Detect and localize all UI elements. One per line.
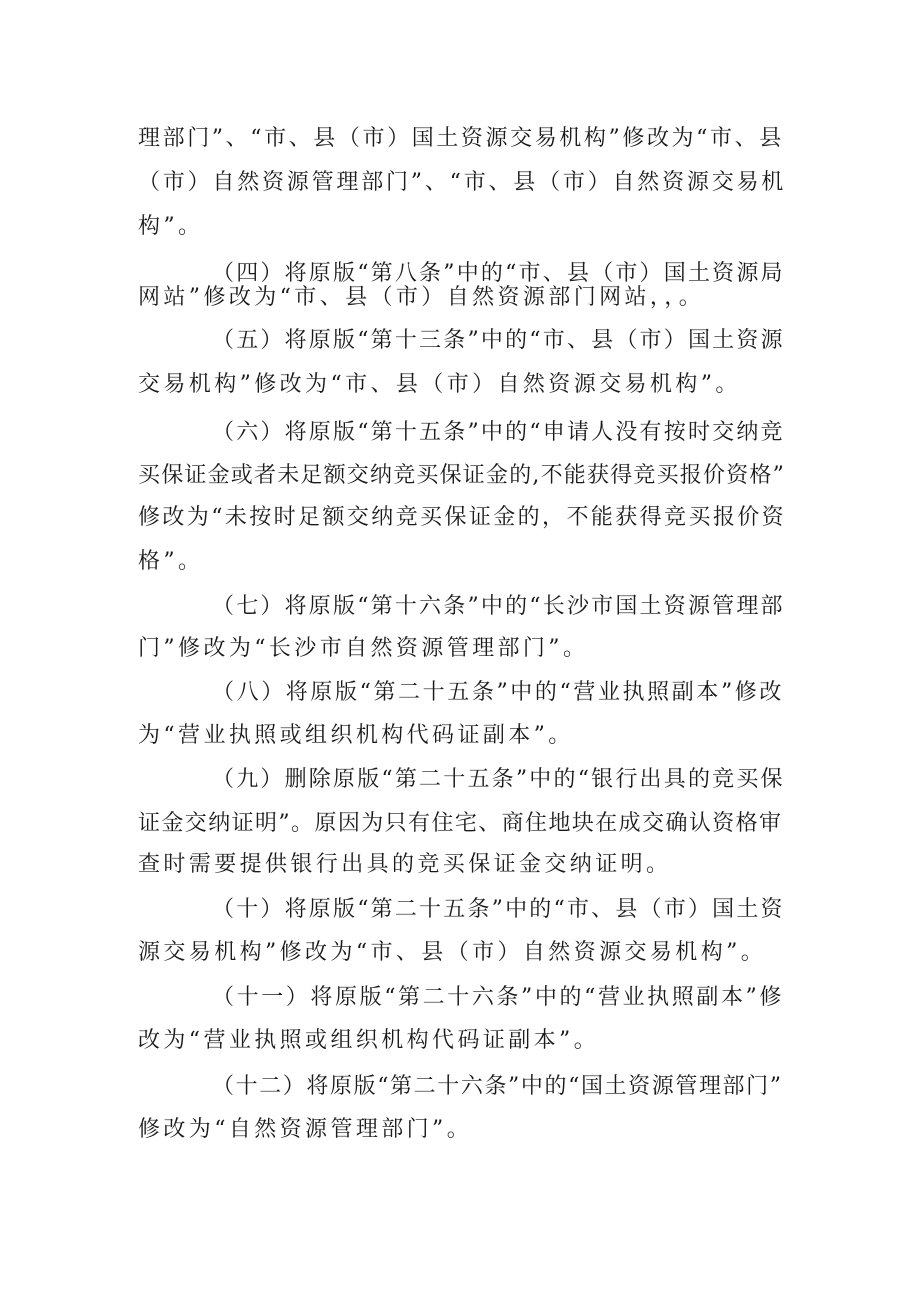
paragraph-continuation-line-1: 理部门”、“市、县（市）国土资源交易机构”修改为“市、县 [138, 126, 784, 151]
paragraph-item-6-line-3: 修改为“未按时足额交纳竞买保证金的，不能获得竞买报价资 [138, 505, 787, 530]
paragraph-item-5-line-2: 交易机构”修改为“市、县（市）自然资源交易机构”。 [138, 372, 741, 397]
paragraph-item-8-line-1: （八）将原版“第二十五条”中的“营业执照副本”修改 [212, 680, 784, 705]
paragraph-item-6-line-1: （六）将原版“第十五条”中的“申请人没有按时交纳竞 [212, 420, 785, 445]
paragraph-item-7-line-1: （七）将原版“第十六条”中的“长沙市国土资源管理部 [212, 594, 785, 619]
paragraph-item-4-line-1: （四）将原版“第八条”中的“市、县（市）国土资源局 [212, 261, 785, 286]
paragraph-item-9-line-1: （九）删除原版“第二十五条”中的“银行出具的竞买保 [212, 767, 785, 792]
paragraph-continuation-line-3: 构”。 [138, 214, 204, 239]
paragraph-item-4-line-2: 网站”修改为“市、县（市）自然资源部门网站，，。 [138, 285, 705, 310]
paragraph-item-11-line-2: 改为“营业执照或组织机构代码证副本”。 [138, 1028, 600, 1053]
paragraph-item-7-line-2: 门”修改为“长沙市自然资源管理部门”。 [138, 636, 589, 661]
paragraph-item-9-line-3: 查时需要提供银行出具的竞买保证金交纳证明。 [138, 852, 672, 877]
paragraph-item-12-line-1: （十二）将原版“第二十六条”中的“国土资源管理部门” [212, 1074, 783, 1099]
paragraph-item-6-line-2: 买保证金或者未足额交纳竞买保证金的,不能获得竞买报价资格” [138, 463, 786, 488]
paragraph-item-9-line-2: 证金交纳证明”。原因为只有住宅、商住地块在成交确认资格审 [138, 811, 783, 836]
paragraph-item-11-line-1: （十一）将原版“第二十六条”中的“营业执照副本”修 [212, 985, 784, 1010]
paragraph-item-10-line-1: （十）将原版“第二十五条”中的“市、县（市）国土资 [212, 897, 785, 922]
paragraph-item-10-line-2: 源交易机构”修改为“市、县（市）自然资源交易机构”。 [138, 940, 767, 965]
paragraph-continuation-line-2: （市）自然资源管理部门”、“市、县（市）自然资源交易机 [138, 170, 787, 195]
paragraph-item-8-line-2: 为“营业执照或组织机构代码证副本”。 [138, 723, 574, 748]
paragraph-item-12-line-2: 修改为“自然资源管理部门”。 [138, 1117, 473, 1142]
paragraph-item-6-line-4: 格”。 [138, 549, 204, 574]
paragraph-item-5-line-1: （五）将原版“第十三条”中的“市、县（市）国土资源 [212, 328, 785, 353]
